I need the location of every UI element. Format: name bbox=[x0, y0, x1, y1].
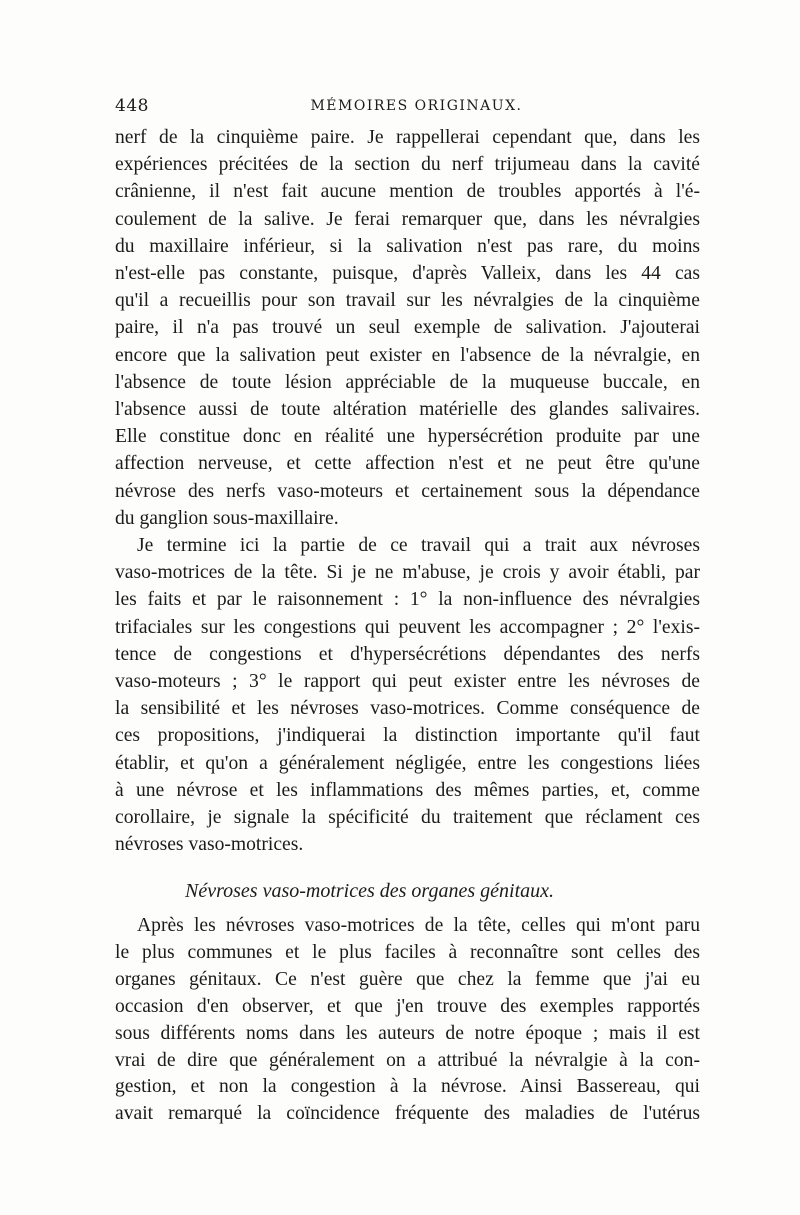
text-line: coulement de la salive. Je ferai remarquer que, dans les névralgies bbox=[115, 208, 700, 230]
text-line: les faits et par le raisonnement : 1° la non-influence des névralgies bbox=[115, 589, 700, 611]
text-line: vrai de dire que généralement on a attribué la névralgie à la con- bbox=[115, 1049, 700, 1071]
text-line: établir, et qu'on a généralement négligée, entre les congestions liées bbox=[115, 752, 700, 774]
text-line: névrose des nerfs vaso-moteurs et certainement sous la dépendance bbox=[115, 480, 700, 502]
text-line: n'est-elle pas constante, puisque, d'après Valleix, dans les 44 cas bbox=[115, 263, 700, 285]
text-line: la sensibilité et les névroses vaso-motrices. Comme conséquence de bbox=[115, 698, 700, 720]
section-heading: Névroses vaso-motrices des organes génitaux. bbox=[185, 880, 555, 902]
body-text-top bbox=[115, 124, 700, 858]
text-line: occasion d'en observer, et que j'en trouve des exemples rapportés bbox=[115, 995, 700, 1017]
text-line: gestion, et non la congestion à la névrose. Ainsi Bassereau, qui bbox=[115, 1076, 700, 1098]
text-line: névroses vaso-motrices. bbox=[115, 834, 304, 856]
text-line: Elle constitue donc en réalité une hypersécrétion produite par une bbox=[115, 426, 700, 448]
text-line: encore que la salivation peut exister en l'absence de la névralgie, en bbox=[115, 344, 700, 366]
text-line: sous différents noms dans les auteurs de notre époque ; mais il est bbox=[115, 1022, 700, 1044]
text-line: vaso-moteurs ; 3° le rapport qui peut exister entre les névroses de bbox=[115, 671, 700, 693]
text-line: expériences précitées de la section du nerf trijumeau dans la cavité bbox=[115, 154, 700, 176]
text-line: Je termine ici la partie de ce travail qui a trait aux névroses bbox=[137, 535, 700, 557]
text-line: qu'il a recueillis pour son travail sur les névralgies de la cinquième bbox=[115, 290, 700, 312]
text-line: le plus communes et le plus faciles à reconnaître sont celles des bbox=[115, 941, 700, 963]
text-line: organes génitaux. Ce n'est guère que chez la femme que j'ai eu bbox=[115, 968, 700, 990]
running-head bbox=[115, 96, 700, 120]
running-title: MÉMOIRES ORIGINAUX. bbox=[310, 98, 523, 114]
text-line: avait remarqué la coïncidence fréquente des maladies de l'utérus bbox=[115, 1103, 700, 1125]
text-line: trifaciales sur les congestions qui peuvent les accompagner ; 2° l'exis- bbox=[115, 616, 700, 638]
text-line: paire, il n'a pas trouvé un seul exemple de salivation. J'ajouterai bbox=[115, 317, 700, 339]
text-line: affection nerveuse, et cette affection n'est et ne peut être qu'une bbox=[115, 453, 700, 475]
text-line: du maxillaire inférieur, si la salivation n'est pas rare, du moins bbox=[115, 235, 700, 257]
text-line: à une névrose et les inflammations des mêmes parties, et, comme bbox=[115, 779, 700, 801]
text-line: ces propositions, j'indiquerai la distinction importante qu'il faut bbox=[115, 725, 700, 747]
text-line: nerf de la cinquième paire. Je rappellerai cependant que, dans les bbox=[115, 127, 700, 148]
text-line: crânienne, il n'est fait aucune mention de troubles apportés à l'é- bbox=[115, 181, 700, 203]
text-line: tence de congestions et d'hypersécrétions dépendantes des nerfs bbox=[115, 643, 700, 665]
text-line: corollaire, je signale la spécificité du traitement que réclament ces bbox=[115, 807, 700, 829]
text-line: du ganglion sous-maxillaire. bbox=[115, 507, 339, 529]
text-line: l'absence de toute lésion appréciable de la muqueuse buccale, en bbox=[115, 371, 700, 393]
text-line: Après les névroses vaso-motrices de la tête, celles qui m'ont paru bbox=[137, 915, 700, 936]
text-line: l'absence aussi de toute altération matérielle des glandes salivaires. bbox=[115, 399, 700, 421]
body-text-bottom bbox=[115, 913, 700, 1128]
page-number: 448 bbox=[115, 96, 149, 116]
text-line: vaso-motrices de la tête. Si je ne m'abuse, je crois y avoir établi, par bbox=[115, 562, 700, 584]
